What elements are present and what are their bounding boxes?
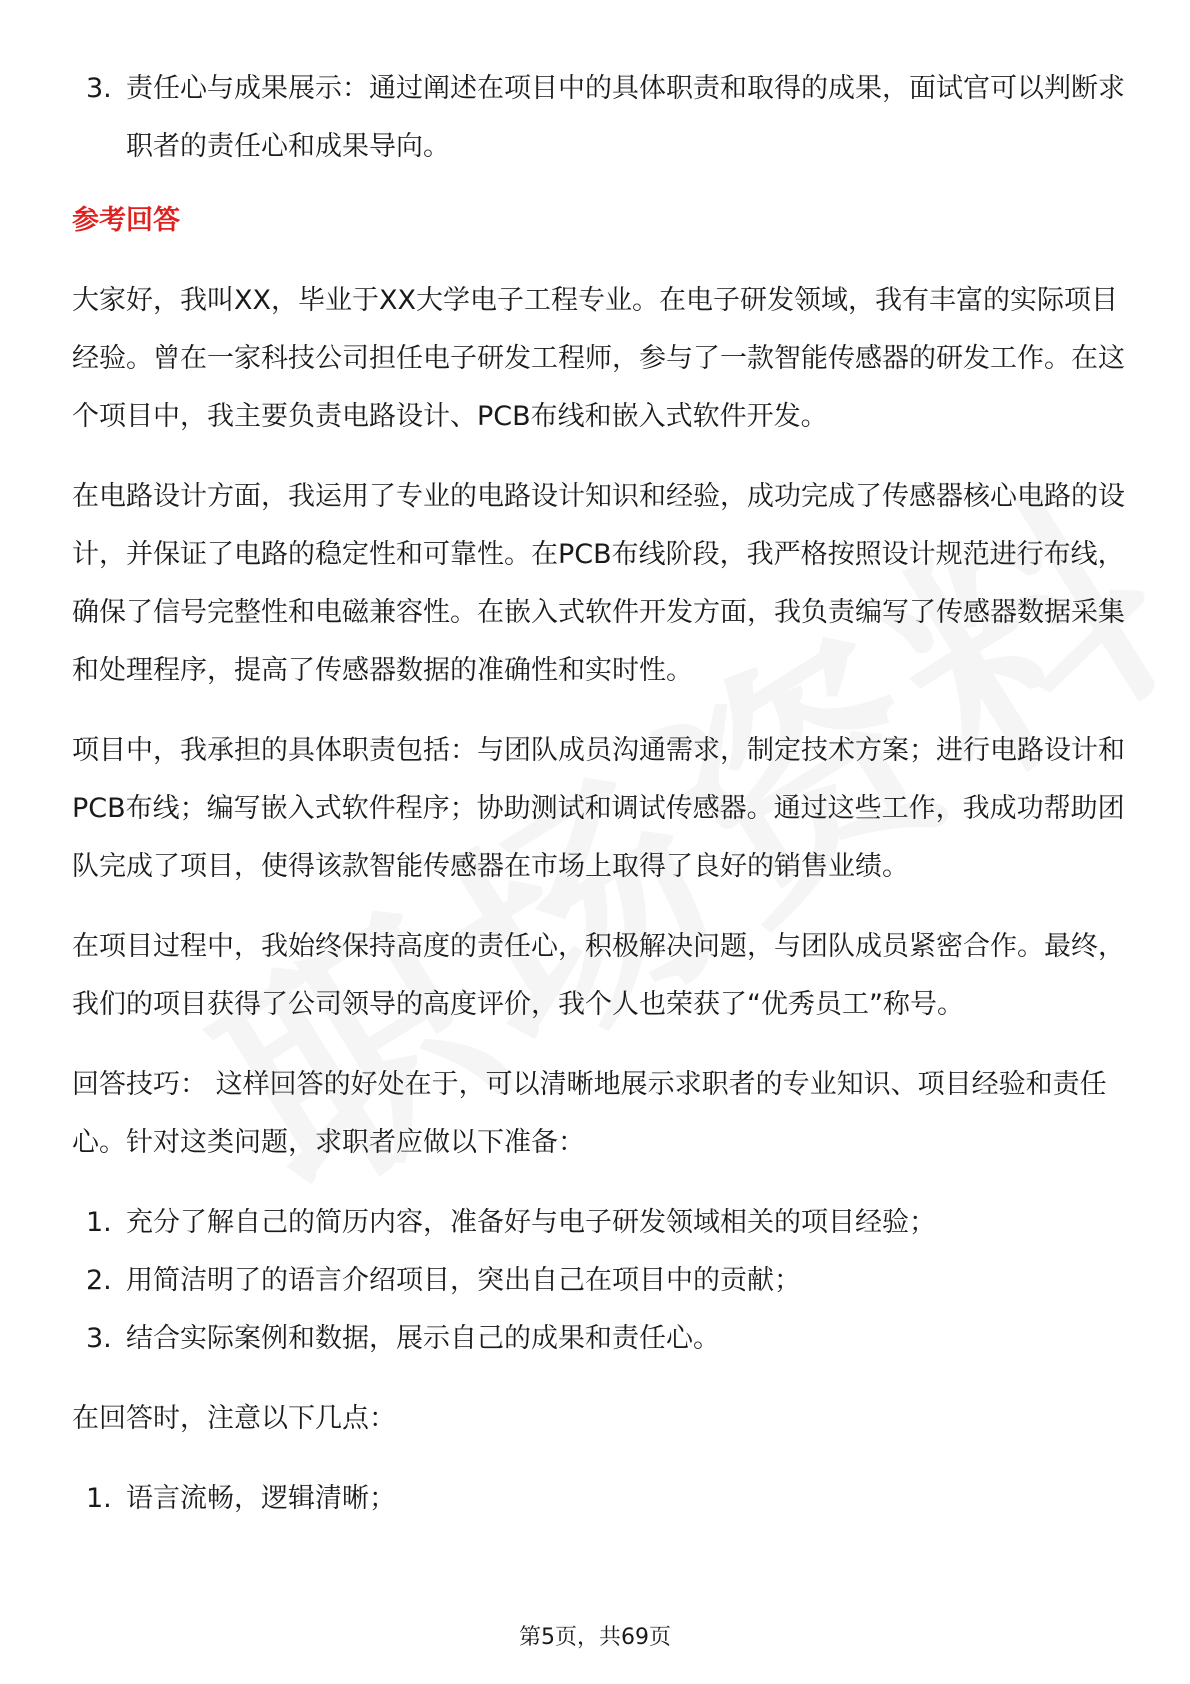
page-footer: 第5页，共69页 <box>519 1625 671 1650</box>
paragraph: 大家好，我叫XX，毕业于XX大学电子工程专业。在电子研发领域，我有丰富的实际项目经验。曾在一家科技公司担任电子研发工程师，参与了一款智能传感器的研发工作。在这个项目中，我主要负责电路设计、PCB布线和嵌入式软件开发。 <box>72 285 1125 432</box>
list-item <box>72 1194 1132 1252</box>
list-item-text: 用简洁明了的语言介绍项目，突出自己在项目中的贡献； <box>126 1265 801 1296</box>
list-item-text: 结合实际案例和数据，展示自己的成果和责任心。 <box>126 1323 720 1354</box>
list-item-text: 责任心与成果展示：通过阐述在项目中的具体职责和取得的成果，面试官可以判断求职者的责任心和成果导向。 <box>126 73 1125 162</box>
section-title: 参考回答 <box>72 205 180 236</box>
intro-list <box>72 60 1132 176</box>
list-item-number: 2. <box>86 1265 112 1296</box>
paragraph: 回答技巧： 这样回答的好处在于，可以清晰地展示求职者的专业知识、项目经验和责任心。针对这类问题，求职者应做以下准备： <box>72 1069 1107 1158</box>
list-item-text: 语言流畅，逻辑清晰； <box>126 1483 396 1514</box>
paragraph: 在电路设计方面，我运用了专业的电路设计知识和经验，成功完成了传感器核心电路的设计，并保证了电路的稳定性和可靠性。在PCB布线阶段，我严格按照设计规范进行布线，确保了信号完整性和电磁兼容性。在嵌入式软件开发方面，我负责编写了传感器数据采集和处理程序，提高了传感器数据的准确性和实时性。 <box>72 481 1125 686</box>
list-item-number: 3. <box>86 1323 112 1354</box>
prep-list <box>72 1194 1132 1368</box>
list-item-number: 1. <box>86 1207 112 1238</box>
list-item <box>72 1252 1132 1310</box>
paragraph: 项目中，我承担的具体职责包括：与团队成员沟通需求，制定技术方案；进行电路设计和PCB布线；编写嵌入式软件程序；协助测试和调试传感器。通过这些工作，我成功帮助团队完成了项目，使得该款智能传感器在市场上取得了良好的销售业绩。 <box>72 735 1125 882</box>
list-item-number: 3. <box>86 73 112 104</box>
notes-intro: 在回答时，注意以下几点： <box>72 1403 396 1434</box>
list-item <box>72 60 1132 176</box>
list-item <box>72 1470 1132 1528</box>
paragraph: 在项目过程中，我始终保持高度的责任心，积极解决问题，与团队成员紧密合作。最终，我们的项目获得了公司领导的高度评价，我个人也荣获了“优秀员工”称号。 <box>72 931 1125 1020</box>
page-content <box>72 60 1132 1528</box>
notes-list <box>72 1470 1132 1528</box>
list-item-number: 1. <box>86 1483 112 1514</box>
list-item-text: 充分了解自己的简历内容，准备好与电子研发领域相关的项目经验； <box>126 1207 936 1238</box>
list-item <box>72 1310 1132 1368</box>
